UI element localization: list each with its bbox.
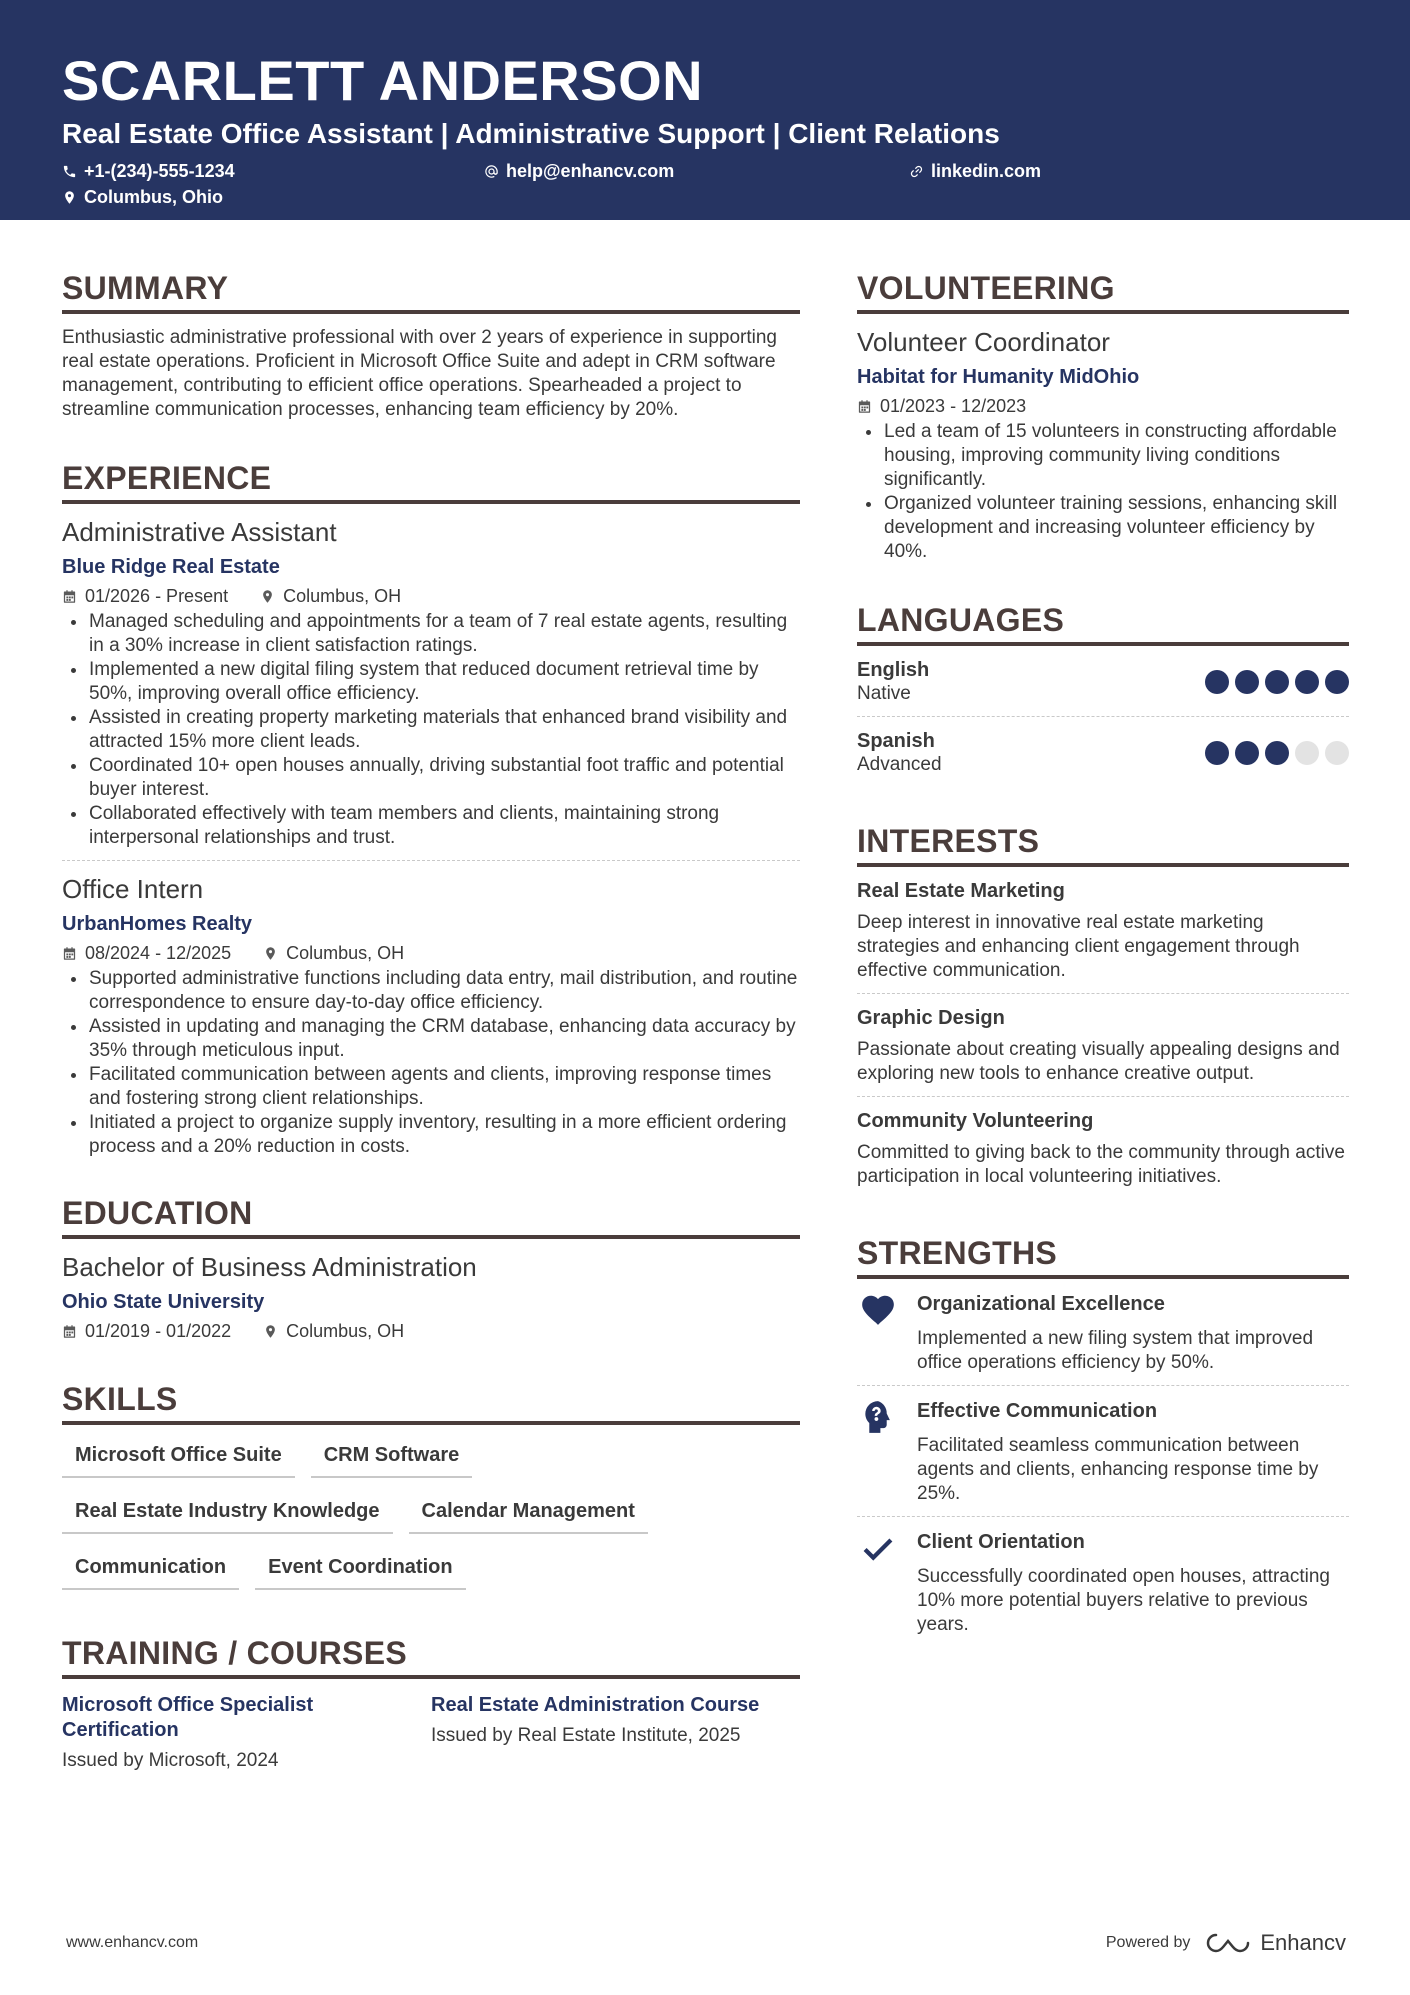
- strength-icon-wrap: [857, 1291, 917, 1375]
- volunteer-dates: [857, 394, 1026, 418]
- rating-dot-filled: [1235, 741, 1259, 765]
- calendar-icon: [857, 399, 872, 414]
- strength-item: [857, 1517, 1349, 1647]
- experience-heading: EXPERIENCE: [62, 458, 800, 504]
- strength-desc: Facilitated seamless communication between agents and clients, enhancing response time by 25%.: [917, 1435, 1319, 1504]
- experience-section: [62, 458, 800, 1159]
- education-section: [62, 1193, 800, 1343]
- company-name: UrbanHomes Realty: [62, 913, 253, 935]
- strength-body: [917, 1291, 1349, 1375]
- calendar-icon: [62, 946, 77, 961]
- job-meta: [62, 941, 800, 965]
- heart-icon: [859, 1291, 897, 1329]
- interest-item: [857, 994, 1349, 1096]
- contact-email[interactable]: [484, 158, 909, 184]
- strengths-section: [857, 1233, 1349, 1647]
- skill-tag: CRM Software: [311, 1435, 473, 1478]
- left-column: [62, 268, 800, 1809]
- phone-text: +1-(234)-555-1234: [84, 160, 235, 181]
- interest-desc: Deep interest in innovative real estate marketing strategies and enhancing client engagement through effective communication.: [857, 912, 1300, 981]
- rating-dot-filled: [1295, 670, 1319, 694]
- rating-dot-filled: [1265, 741, 1289, 765]
- interests-section: [857, 821, 1349, 1199]
- strength-title: Effective Communication: [917, 1400, 1158, 1422]
- job-bullets: [62, 610, 800, 850]
- rating-dot-filled: [1205, 741, 1229, 765]
- location-pin-icon: [62, 190, 77, 205]
- education-location: [263, 1319, 404, 1343]
- bullet-item: Led a team of 15 volunteers in constructing affordable housing, improving community living conditions significantly.: [857, 420, 1349, 492]
- skills-section: [62, 1379, 800, 1603]
- linkedin-link[interactable]: linkedin.com: [931, 160, 1042, 181]
- training-section: [62, 1633, 800, 1773]
- strength-desc: Successfully coordinated open houses, attracting 10% more potential buyers relative to previous years.: [917, 1566, 1330, 1635]
- candidate-name: SCARLETT ANDERSON: [62, 49, 704, 112]
- strength-title: Organizational Excellence: [917, 1293, 1165, 1315]
- course-issuer: Issued by Microsoft, 2024: [62, 1750, 279, 1771]
- phone-icon: [62, 164, 77, 179]
- contact-linkedin[interactable]: [909, 158, 1041, 184]
- job-title: Office Intern: [62, 874, 204, 904]
- email-link[interactable]: help@enhancv.com: [506, 160, 675, 181]
- volunteering-heading: VOLUNTEERING: [857, 268, 1349, 314]
- education-dates: [62, 1319, 231, 1343]
- language-rating: [1205, 670, 1349, 694]
- course-item: [431, 1693, 800, 1773]
- summary-section: [62, 268, 800, 422]
- bullet-item: Assisted in updating and managing the CRM database, enhancing data accuracy by 35% through meticulous input.: [62, 1015, 800, 1063]
- job-dates: [62, 941, 231, 965]
- interest-item: [857, 1097, 1349, 1199]
- rating-dot-filled: [1265, 670, 1289, 694]
- bullet-item: Managed scheduling and appointments for a team of 7 real estate agents, resulting in a 30% increase in client satisfaction ratings.: [62, 610, 800, 658]
- calendar-icon: [62, 589, 77, 604]
- bullet-item: Organized volunteer training sessions, enhancing skill development and increasing volunteer efficiency by 40%.: [857, 492, 1349, 564]
- contact-info: [62, 158, 1348, 210]
- skill-tag: Microsoft Office Suite: [62, 1435, 295, 1478]
- volunteer-role: Volunteer Coordinator: [857, 327, 1110, 357]
- strength-body: [917, 1398, 1349, 1506]
- job-location: [260, 584, 401, 608]
- interest-title: Real Estate Marketing: [857, 880, 1065, 902]
- skill-tag: Communication: [62, 1547, 239, 1590]
- summary-text: Enthusiastic administrative professional with over 2 years of experience in supporting real estate operations. Proficient in Microsoft Office Suite and adept in CRM software management, contributing to efficient office operations. Spearheaded a project to streamline communication processes, enhancing team efficiency by 20%.: [62, 327, 777, 420]
- job-location: [263, 941, 404, 965]
- language-level: Native: [857, 683, 911, 704]
- interests-heading: INTERESTS: [857, 821, 1349, 867]
- interest-title: Graphic Design: [857, 1007, 1005, 1029]
- link-icon: [909, 164, 924, 179]
- enhancv-logo-icon: [1204, 1931, 1252, 1955]
- school-name: Ohio State University: [62, 1291, 265, 1313]
- footer-website[interactable]: www.enhancv.com: [66, 1934, 199, 1951]
- volunteer-bullets: [857, 420, 1349, 564]
- volunteering-section: [857, 268, 1349, 564]
- languages-heading: LANGUAGES: [857, 600, 1349, 646]
- job-dates-text: 08/2024 - 12/2025: [85, 943, 232, 963]
- resume-header: [0, 0, 1410, 220]
- education-location-text: Columbus, OH: [286, 1321, 405, 1341]
- experience-entry: [62, 873, 800, 1159]
- location-pin-icon: [263, 1324, 278, 1339]
- strength-item: [857, 1279, 1349, 1385]
- rating-dot-filled: [1235, 670, 1259, 694]
- course-issuer: Issued by Real Estate Institute, 2025: [431, 1725, 741, 1746]
- page-footer: [66, 1930, 1346, 1956]
- experience-entry: [62, 516, 800, 850]
- education-meta: [62, 1319, 800, 1343]
- language-info: [857, 729, 942, 777]
- course-title: Microsoft Office Specialist Certification: [62, 1694, 314, 1741]
- skills-list: [62, 1435, 800, 1603]
- powered-by: [1106, 1930, 1346, 1956]
- rating-dot-filled: [1205, 670, 1229, 694]
- location-pin-icon: [260, 589, 275, 604]
- powered-by-label: Powered by: [1105, 1934, 1191, 1951]
- education-heading: EDUCATION: [62, 1193, 800, 1239]
- interest-item: [857, 867, 1349, 993]
- course-title: Real Estate Administration Course: [431, 1694, 760, 1716]
- language-name: English: [857, 659, 930, 681]
- interest-title: Community Volunteering: [857, 1110, 1094, 1132]
- strength-body: [917, 1529, 1349, 1637]
- strength-icon-wrap: [857, 1398, 917, 1506]
- bullet-item: Initiated a project to organize supply inventory, resulting in a more efficient ordering process and a 20% reduction in costs.: [62, 1111, 800, 1159]
- strength-item: [857, 1386, 1349, 1516]
- summary-heading: SUMMARY: [62, 268, 800, 314]
- rating-dot-empty: [1295, 741, 1319, 765]
- training-heading: TRAINING / COURSES: [62, 1633, 800, 1679]
- rating-dot-filled: [1325, 670, 1349, 694]
- strength-icon-wrap: [857, 1529, 917, 1637]
- education-dates-text: 01/2019 - 01/2022: [85, 1321, 232, 1341]
- bullet-item: Assisted in creating property marketing materials that enhanced brand visibility and attracted 15% more client leads.: [62, 706, 800, 754]
- job-location-text: Columbus, OH: [283, 586, 402, 606]
- bullet-item: Implemented a new digital filing system that reduced document retrieval time by 50%, improving overall office efficiency.: [62, 658, 800, 706]
- location-text: Columbus, Ohio: [84, 186, 223, 207]
- interest-desc: Committed to giving back to the community through active participation in local volunteering initiatives.: [857, 1142, 1345, 1187]
- job-meta: [62, 584, 800, 608]
- rating-dot-empty: [1325, 741, 1349, 765]
- company-name: Blue Ridge Real Estate: [62, 556, 280, 578]
- language-info: [857, 658, 929, 706]
- strength-desc: Implemented a new filing system that improved office operations efficiency by 50%.: [917, 1328, 1314, 1373]
- degree-title: Bachelor of Business Administration: [62, 1252, 477, 1282]
- language-name: Spanish: [857, 730, 935, 752]
- brand-name: Enhancv: [1260, 1930, 1346, 1955]
- languages-section: [857, 600, 1349, 787]
- course-item: [62, 1693, 431, 1773]
- checkmark-icon: [859, 1529, 897, 1567]
- head-icon: [859, 1398, 897, 1436]
- language-rating: [1205, 741, 1349, 765]
- language-level: Advanced: [857, 754, 942, 775]
- skill-tag: Calendar Management: [409, 1491, 648, 1534]
- skills-heading: SKILLS: [62, 1379, 800, 1425]
- job-location-text: Columbus, OH: [286, 943, 405, 963]
- strength-title: Client Orientation: [917, 1531, 1085, 1553]
- job-title: Administrative Assistant: [62, 517, 337, 547]
- bullet-item: Supported administrative functions including data entry, mail distribution, and routine correspondence to ensure day-to-day office efficiency.: [62, 967, 800, 1015]
- contact-location: [62, 184, 1348, 210]
- volunteer-dates-text: 01/2023 - 12/2023: [880, 396, 1027, 416]
- right-column: [857, 268, 1349, 1683]
- volunteer-meta: [857, 394, 1349, 418]
- candidate-tagline: Real Estate Office Assistant | Administrative Support | Client Relations: [62, 118, 1000, 149]
- bullet-item: Collaborated effectively with team members and clients, maintaining strong interpersonal relationships and trust.: [62, 802, 800, 850]
- courses-list: [62, 1693, 800, 1773]
- job-dates: [62, 584, 228, 608]
- bullet-item: Facilitated communication between agents and clients, improving response times and fostering strong client relationships.: [62, 1063, 800, 1111]
- interest-desc: Passionate about creating visually appealing designs and exploring new tools to enhance creative output.: [857, 1039, 1340, 1084]
- job-bullets: [62, 967, 800, 1159]
- location-pin-icon: [263, 946, 278, 961]
- volunteer-org: Habitat for Humanity MidOhio: [857, 366, 1140, 388]
- job-dates-text: 01/2026 - Present: [85, 586, 229, 606]
- contact-phone: [62, 158, 484, 184]
- entry-divider: [62, 860, 800, 861]
- skill-tag: Real Estate Industry Knowledge: [62, 1491, 393, 1534]
- language-row: [857, 646, 1349, 716]
- skill-tag: Event Coordination: [255, 1547, 465, 1590]
- calendar-icon: [62, 1324, 77, 1339]
- brand-logo: [1204, 1930, 1346, 1956]
- at-icon: [484, 164, 499, 179]
- strengths-heading: STRENGTHS: [857, 1233, 1349, 1279]
- bullet-item: Coordinated 10+ open houses annually, driving substantial foot traffic and potential buyer interest.: [62, 754, 800, 802]
- language-row: [857, 717, 1349, 787]
